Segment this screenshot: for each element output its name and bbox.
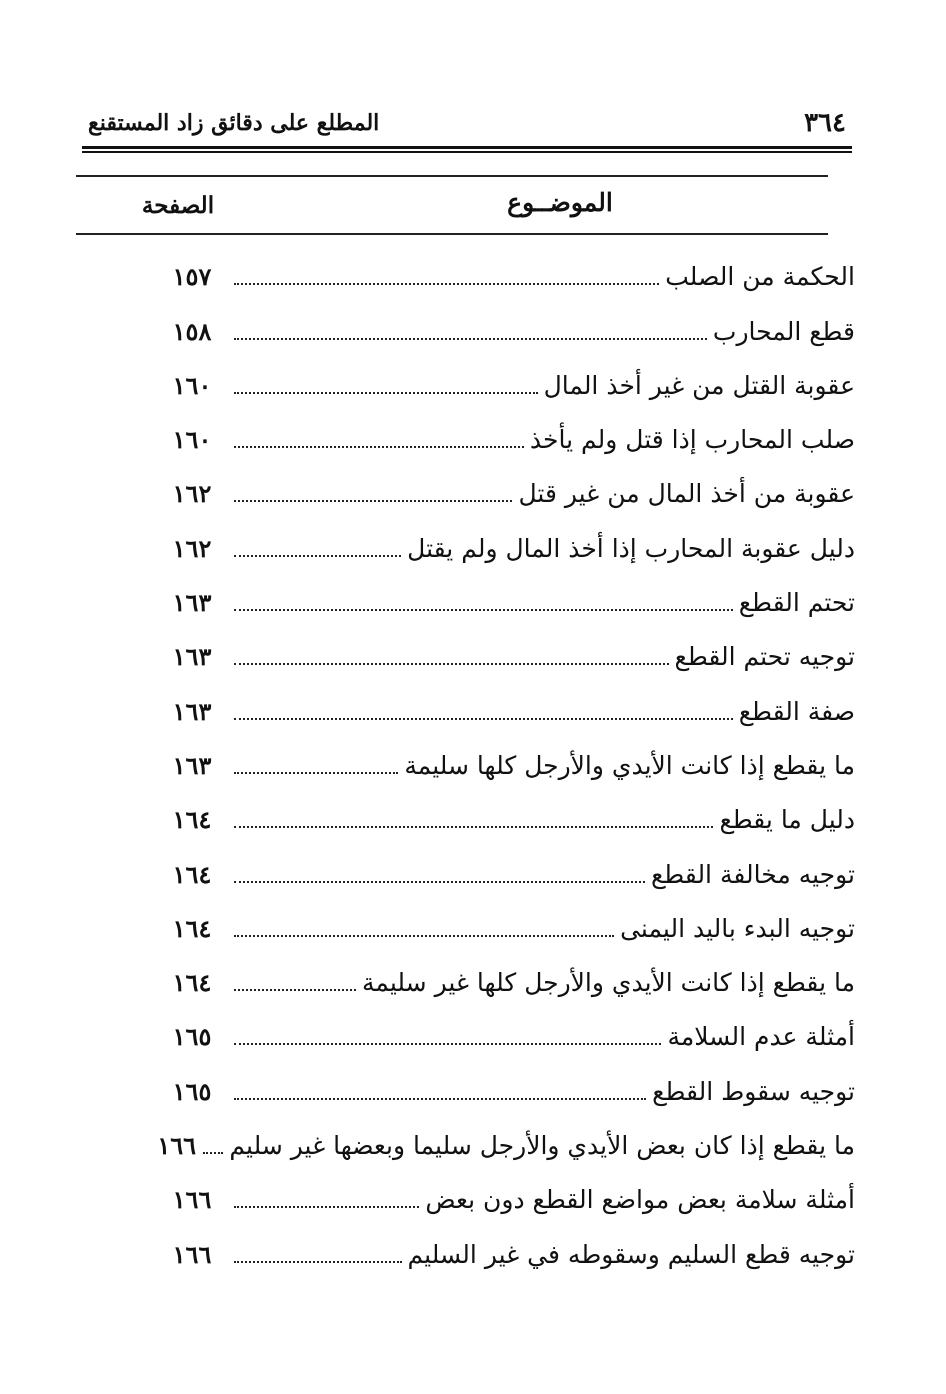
toc-entry-title: توجيه تحتم القطع (674, 642, 855, 672)
toc-entry (150, 455, 855, 509)
toc-entry (150, 835, 855, 889)
dot-leader (234, 1098, 646, 1100)
toc-list (150, 238, 855, 1270)
toc-entry-page: ١٥٨ (172, 316, 212, 346)
toc-entry-title: أمثلة عدم السلامة (667, 1022, 855, 1052)
toc-entry-page: ١٦٢ (172, 533, 212, 563)
dot-leader (234, 881, 645, 883)
toc-entry-title: دليل عقوبة المحارب إذا أخذ المال ولم يقتل (407, 533, 855, 563)
toc-entry-title: عقوبة القتل من غير أخذ المال (543, 370, 855, 400)
toc-entry-title: أمثلة سلامة بعض مواضع القطع دون بعض (425, 1185, 855, 1215)
toc-entry-page: ١٦٣ (172, 588, 212, 618)
toc-entry (150, 890, 855, 944)
toc-entry-title: ما يقطع إذا كان بعض الأيدي والأرجل سليما وبعضها غير سليم (229, 1131, 855, 1161)
dot-leader (234, 1261, 402, 1263)
toc-entry-page: ١٦٦ (172, 1185, 212, 1215)
toc-entry-page: ١٦٤ (172, 805, 212, 835)
dot-leader (234, 826, 713, 828)
toc-entry-title: الحكمة من الصلب (665, 262, 855, 292)
toc-entry-page: ١٦٢ (172, 479, 212, 509)
header-rule-top (82, 146, 852, 149)
toc-entry (150, 292, 855, 346)
toc-entry-page: ١٦٠ (172, 370, 212, 400)
column-header-page: الصفحة (141, 192, 215, 219)
toc-entry (150, 1215, 855, 1269)
dot-leader (234, 989, 356, 991)
toc-entry (150, 672, 855, 726)
toc-entry-page: ١٦٣ (172, 696, 212, 726)
table-top-rule (76, 175, 828, 177)
dot-leader (234, 1206, 419, 1208)
dot-leader (234, 338, 707, 340)
toc-entry (150, 727, 855, 781)
toc-entry (150, 944, 855, 998)
dot-leader (234, 392, 538, 394)
toc-entry (150, 781, 855, 835)
toc-entry (150, 238, 855, 292)
toc-entry (150, 564, 855, 618)
toc-entry-title: ما يقطع إذا كانت الأيدي والأرجل كلها غير سليمة (362, 968, 855, 998)
toc-entry (150, 347, 855, 401)
toc-entry-title: عقوبة من أخذ المال من غير قتل (518, 479, 855, 509)
toc-entry-title: توجيه سقوط القطع (652, 1076, 855, 1106)
toc-entry-title: ما يقطع إذا كانت الأيدي والأرجل كلها سليمة (404, 750, 855, 780)
dot-leader (234, 935, 614, 937)
toc-entry-title: صلب المحارب إذا قتل ولم يأخذ (529, 425, 855, 455)
dot-leader (203, 1152, 223, 1154)
header-rule-bottom (82, 151, 852, 153)
toc-entry (150, 618, 855, 672)
toc-entry-title: توجيه قطع السليم وسقوطه في غير السليم (407, 1239, 855, 1269)
dot-leader (234, 609, 733, 611)
toc-entry-page: ١٦٥ (172, 1076, 212, 1106)
toc-entry-page: ١٦٤ (172, 913, 212, 943)
toc-entry-title: دليل ما يقطع (719, 805, 855, 835)
toc-entry-title: تحتم القطع (738, 588, 855, 618)
toc-entry (150, 1161, 855, 1215)
dot-leader (234, 1043, 661, 1045)
column-header-topic: الموضــوع (507, 188, 613, 217)
dot-leader (234, 555, 401, 557)
dot-leader (234, 500, 512, 502)
toc-entry-page: ١٦٥ (172, 1022, 212, 1052)
toc-entry (150, 401, 855, 455)
toc-entry (150, 1052, 855, 1106)
toc-entry-page: ١٦٣ (172, 750, 212, 780)
toc-entry-page: ١٦٣ (172, 642, 212, 672)
dot-leader (234, 446, 524, 448)
toc-entry-page: ١٦٠ (172, 425, 212, 455)
dot-leader (234, 718, 733, 720)
dot-leader (234, 283, 659, 285)
toc-entry (150, 509, 855, 563)
toc-entry-page: ١٥٧ (172, 262, 212, 292)
header-page-number: ٣٦٤ (804, 108, 846, 138)
toc-entry (150, 1107, 855, 1161)
toc-entry-page: ١٦٤ (172, 859, 212, 889)
header-book-title: المطلع على دقائق زاد المستقنع (88, 110, 380, 136)
dot-leader (234, 663, 669, 665)
dot-leader (234, 772, 398, 774)
table-header-rule (76, 233, 828, 235)
toc-entry-page: ١٦٦ (172, 1239, 212, 1269)
toc-entry-page: ١٦٦ (157, 1131, 197, 1161)
toc-entry (150, 998, 855, 1052)
toc-entry-title: صفة القطع (738, 696, 855, 726)
running-header (82, 108, 852, 148)
toc-entry-title: توجيه مخالفة القطع (650, 859, 855, 889)
toc-entry-title: توجيه البدء باليد اليمنى (620, 913, 855, 943)
toc-entry-page: ١٦٤ (172, 968, 212, 998)
toc-entry-title: قطع المحارب (712, 316, 855, 346)
